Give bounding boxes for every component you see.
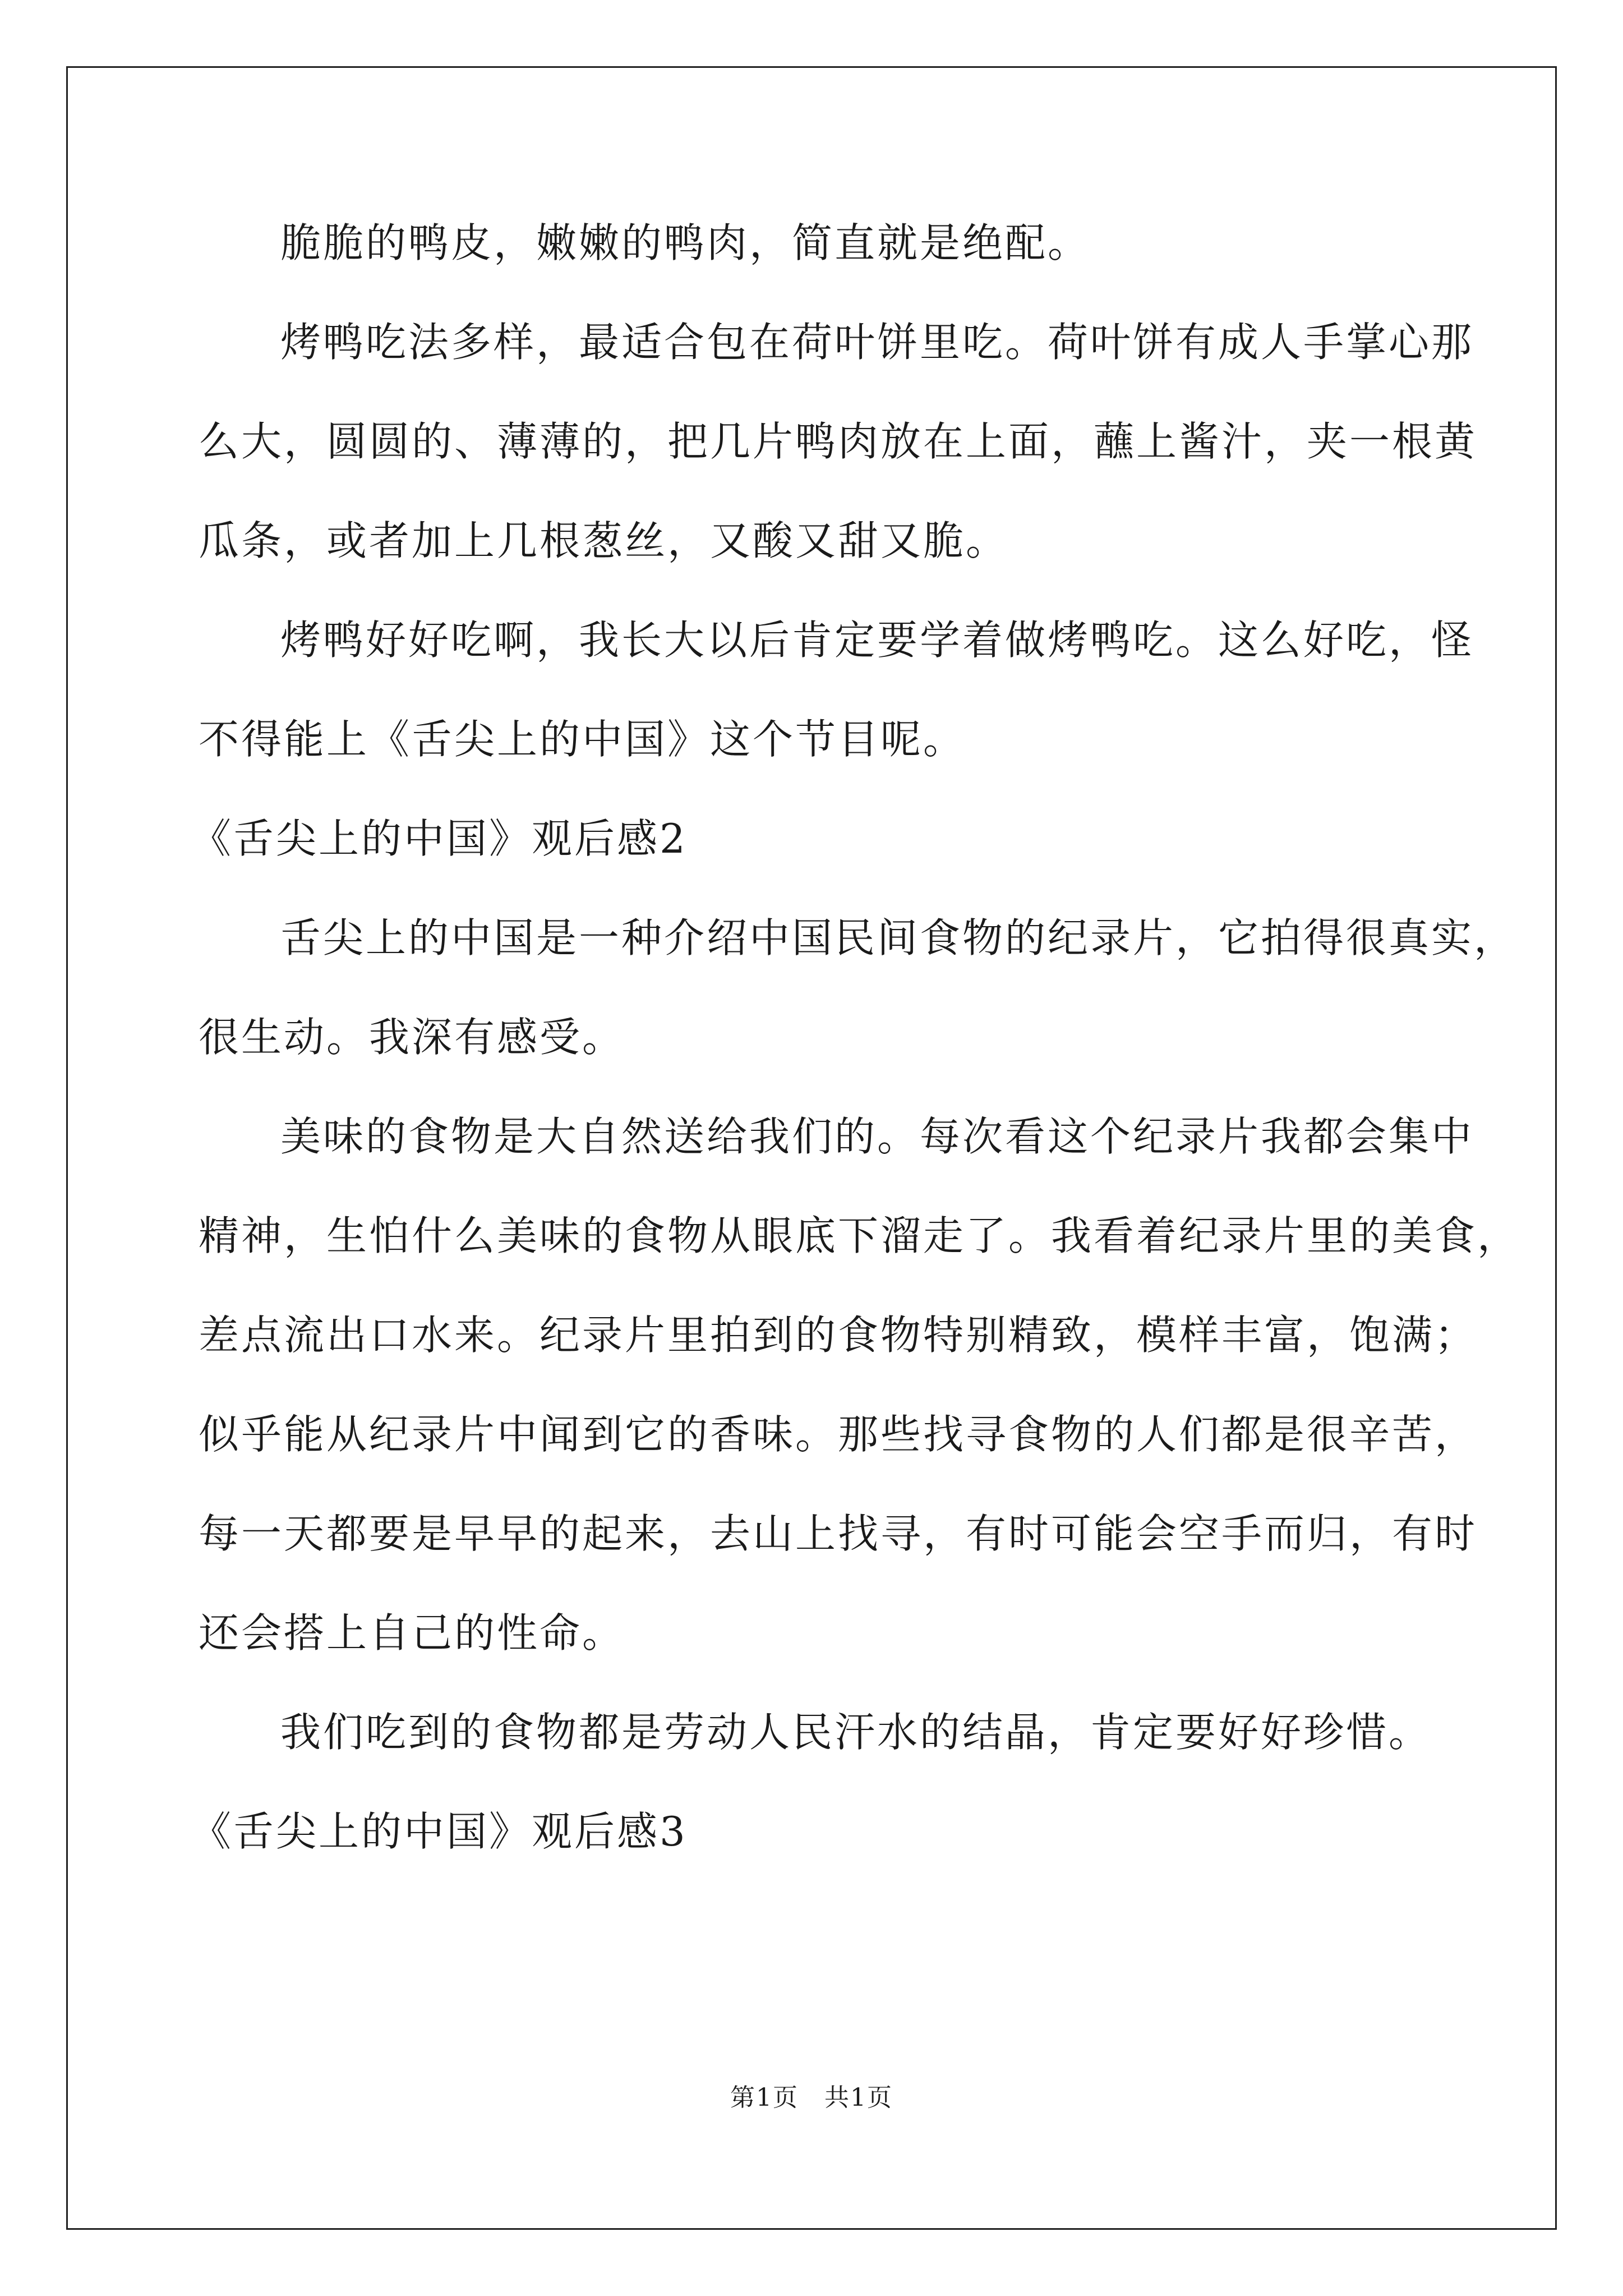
body-line: 我们吃到的食物都是劳动人民汗水的结晶，肯定要好好珍惜。 [280, 1709, 1432, 1756]
section-heading: 《舌尖上的中国》观后感3 [191, 1808, 688, 1855]
body-line: 不得能上《舌尖上的中国》这个节目呢。 [199, 716, 966, 763]
body-line: 很生动。我深有感受。 [199, 1014, 625, 1061]
body-line: 精神，生怕什么美味的食物从眼底下溜走了。我看着纪录片里的美食， [199, 1212, 1520, 1259]
body-line: 烤鸭好好吃啊，我长大以后肯定要学着做烤鸭吃。这么好吃，怪 [280, 616, 1474, 664]
section-heading: 《舌尖上的中国》观后感2 [191, 815, 688, 862]
body-line: 差点流出口水来。纪录片里拍到的食物特别精致，模样丰富，饱满； [199, 1312, 1478, 1359]
body-line: 么大，圆圆的、薄薄的，把几片鸭肉放在上面，蘸上酱汁，夹一根黄 [199, 418, 1478, 465]
body-line: 瓜条，或者加上几根葱丝，又酸又甜又脆。 [199, 517, 1009, 564]
body-line: 似乎能从纪录片中闻到它的香味。那些找寻食物的人们都是很辛苦， [199, 1411, 1478, 1458]
body-line: 美味的食物是大自然送给我们的。每次看这个纪录片我都会集中 [280, 1113, 1474, 1160]
body-line: 脆脆的鸭皮，嫩嫩的鸭肉，简直就是绝配。 [280, 219, 1091, 266]
body-line: 还会搭上自己的性命。 [199, 1609, 625, 1657]
body-line: 每一天都要是早早的起来，去山上找寻，有时可能会空手而归，有时 [199, 1510, 1478, 1557]
body-line: 舌尖上的中国是一种介绍中国民间食物的纪录片，它拍得很真实， [280, 914, 1517, 961]
body-line: 烤鸭吃法多样，最适合包在荷叶饼里吃。荷叶饼有成人手掌心那 [280, 319, 1474, 366]
page-footer: 第1页 共1页 [730, 2083, 893, 2112]
